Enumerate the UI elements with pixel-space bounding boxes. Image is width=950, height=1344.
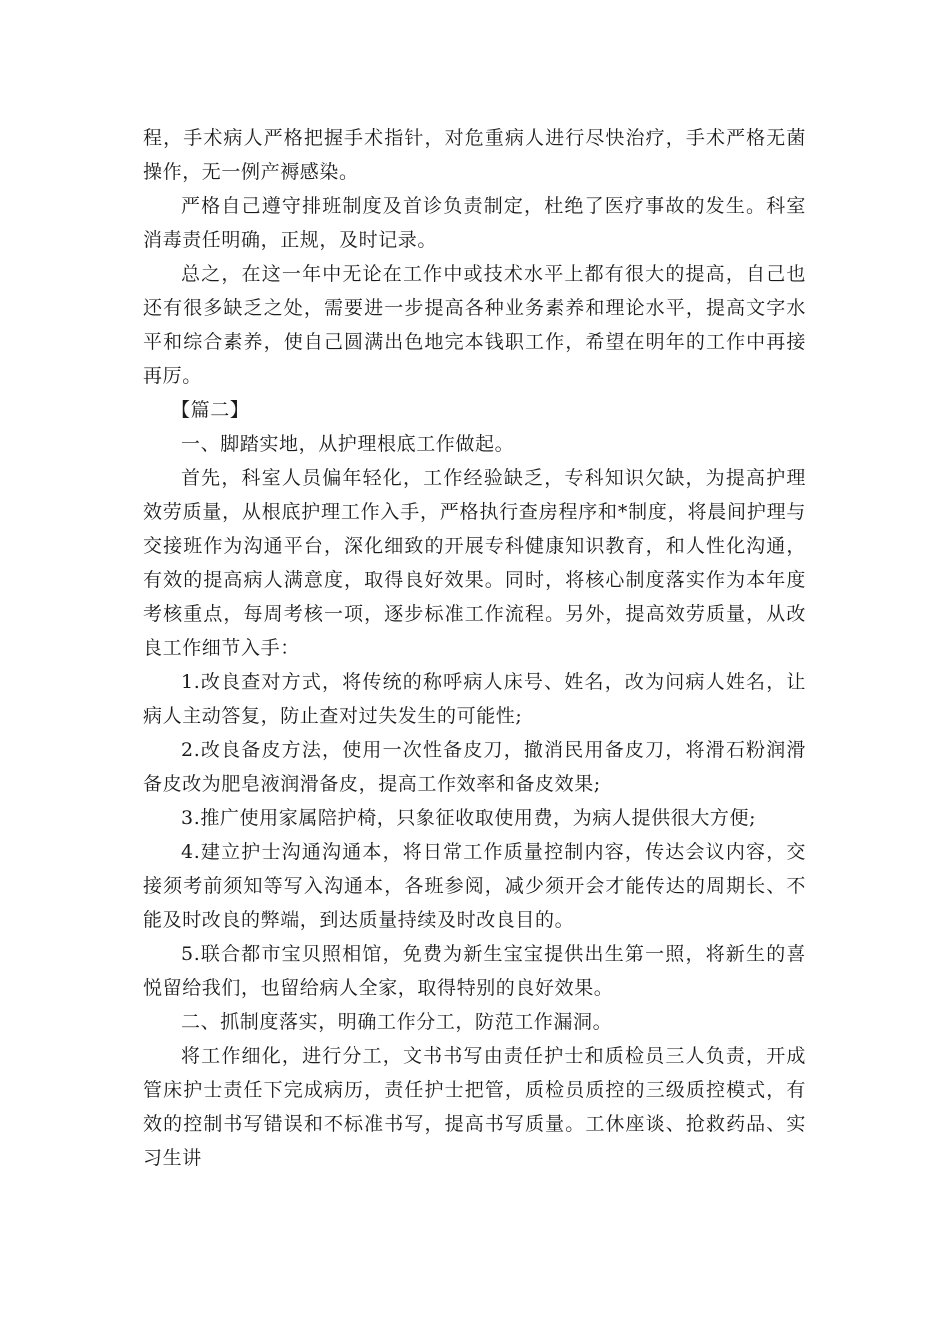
section-item-heading-2: 二、抓制度落实，明确工作分工，防范工作漏洞。: [181, 1011, 613, 1033]
paragraph-4: 首先，科室人员偏年轻化，工作经验缺乏，专科知识欠缺，为提高护理效劳质量，从根底护理工作入手，严格执行查房程序和*制度，将晨间护理与交接班作为沟通平台，深化细致的开展专科健康知识教育，和人性化沟通，有效的提高病人满意度，取得良好效果。同时，将核心制度落实作为本年度考核重点，每周考核一项，逐步标准工作流程。另外，提高效劳质量，从改良工作细节入手：: [143, 467, 806, 659]
paragraph-1: 程，手术病人严格把握手术指针，对危重病人进行尽快治疗，手术严格无菌操作，无一例产褥感染。: [143, 127, 806, 183]
list-item-1: 1.改良查对方式，将传统的称呼病人床号、姓名，改为问病人姓名，让病人主动答复，防止查对过失发生的可能性;: [143, 671, 806, 727]
document-body: [143, 121, 806, 1175]
list-item-5: 5.联合都市宝贝照相馆，免费为新生宝宝提供出生第一照，将新生的喜悦留给我们，也留给病人全家，取得特别的良好效果。: [143, 943, 806, 999]
list-item-4: 4.建立护士沟通沟通本，将日常工作质量控制内容，传达会议内容，交接须考前须知等写入沟通本，各班参阅，减少须开会才能传达的周期长、不能及时改良的弊端，到达质量持续及时改良目的。: [143, 841, 806, 931]
section-item-heading-1: 一、脚踏实地，从护理根底工作做起。: [181, 433, 515, 455]
list-item-3: 3.推广使用家属陪护椅，只象征收取使用费，为病人提供很大方便;: [181, 807, 757, 829]
paragraph-3: 总之，在这一年中无论在工作中或技术水平上都有很大的提高，自己也还有很多缺乏之处，需要进一步提高各种业务素养和理论水平，提高文字水平和综合素养，使自己圆满出色地完本钱职工作，希望在明年的工作中再接再厉。: [143, 263, 806, 387]
list-item-2: 2.改良备皮方法，使用一次性备皮刀，撤消民用备皮刀，将滑石粉润滑备皮改为肥皂液润滑备皮，提高工作效率和备皮效果;: [143, 739, 806, 795]
paragraph-5: 将工作细化，进行分工，文书书写由责任护士和质检员三人负责，开成管床护士责任下完成病历，责任护士把管，质检员质控的三级质控模式，有效的控制书写错误和不标准书写，提高书写质量。工休座谈、抢救药品、实习生讲: [143, 1045, 806, 1169]
paragraph-2: 严格自己遵守排班制度及首诊负责制定，杜绝了医疗事故的发生。科室消毒责任明确，正规，及时记录。: [143, 195, 806, 251]
section-heading: 【篇二】: [171, 399, 250, 421]
